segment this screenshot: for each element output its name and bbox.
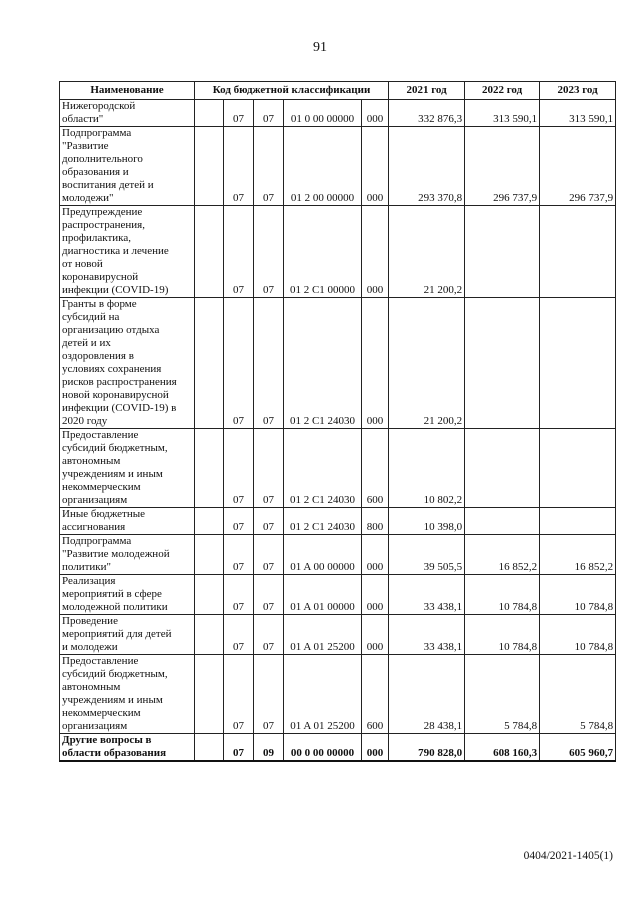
code-subsection: 07	[254, 508, 284, 535]
value-2021: 332 876,3	[389, 100, 465, 127]
row-name-line: организацию отдыха	[62, 324, 160, 336]
row-name-line: диагностика и лечение	[62, 245, 169, 257]
value-2023: 296 737,9	[540, 127, 616, 206]
header-2022: 2022 год	[465, 82, 540, 100]
code-subsection: 07	[254, 575, 284, 615]
code-target-article: 01 2 C1 00000	[284, 206, 362, 298]
row-name-line: Предупреждение	[62, 206, 143, 218]
row-name-line: Проведение	[62, 615, 118, 627]
code-subsection: 07	[254, 206, 284, 298]
code-blank	[195, 100, 224, 127]
row-name-line: воспитания детей и	[62, 179, 154, 191]
value-2022: 5 784,8	[465, 655, 540, 734]
code-target-article: 01 2 C1 24030	[284, 429, 362, 508]
row-name-line: Другие вопросы в	[62, 734, 152, 746]
row-name	[60, 298, 195, 429]
row-name-line: "Развитие	[62, 140, 109, 152]
table-row	[60, 508, 616, 535]
row-name-line: "Развитие молодежной	[62, 548, 170, 560]
page-number: 91	[313, 40, 327, 55]
header-2023: 2023 год	[540, 82, 616, 100]
row-name	[60, 429, 195, 508]
code-subsection: 07	[254, 100, 284, 127]
row-name-line: автономным	[62, 455, 121, 467]
code-target-article: 01 A 01 25200	[284, 655, 362, 734]
table-header-row	[60, 82, 616, 100]
value-2023: 10 784,8	[540, 575, 616, 615]
row-name-line: условиях сохранения	[62, 363, 162, 375]
row-name	[60, 127, 195, 206]
row-name-line: субсидий бюджетным,	[62, 668, 168, 680]
row-name-line: области"	[62, 113, 104, 125]
row-name-line: молодежной политики	[62, 601, 168, 613]
code-target-article: 01 A 01 25200	[284, 615, 362, 655]
row-name	[60, 734, 195, 762]
row-name-line: учреждениям и иным	[62, 468, 163, 480]
value-2023	[540, 429, 616, 508]
row-name-line: Гранты в форме	[62, 298, 137, 310]
value-2022	[465, 508, 540, 535]
table-row	[60, 615, 616, 655]
row-name-line: Подпрограмма	[62, 127, 132, 139]
value-2021: 33 438,1	[389, 615, 465, 655]
code-subsection: 07	[254, 535, 284, 575]
row-name-line: мероприятий для детей	[62, 628, 172, 640]
code-blank	[195, 508, 224, 535]
row-name-line: ассигнования	[62, 521, 126, 533]
code-target-article: 01 2 00 00000	[284, 127, 362, 206]
row-name-line: 2020 году	[62, 415, 108, 427]
value-2021: 21 200,2	[389, 298, 465, 429]
code-subsection: 09	[254, 734, 284, 762]
value-2021: 28 438,1	[389, 655, 465, 734]
row-name	[60, 655, 195, 734]
code-blank	[195, 429, 224, 508]
row-name-line: Подпрограмма	[62, 535, 132, 547]
row-name-line: мероприятий в сфере	[62, 588, 162, 600]
value-2023: 10 784,8	[540, 615, 616, 655]
table-row	[60, 298, 616, 429]
header-2021: 2021 год	[389, 82, 465, 100]
code-expense-type: 000	[362, 734, 389, 762]
document-code: 0404/2021-1405(1)	[523, 850, 613, 862]
code-blank	[195, 615, 224, 655]
table-row	[60, 734, 616, 762]
row-name-line: детей и их	[62, 337, 111, 349]
code-target-article: 00 0 00 00000	[284, 734, 362, 762]
row-name-line: от новой	[62, 258, 103, 270]
value-2023	[540, 206, 616, 298]
code-target-article: 01 2 C1 24030	[284, 298, 362, 429]
row-name-line: Реализация	[62, 575, 116, 587]
code-expense-type: 000	[362, 535, 389, 575]
row-name-line: коронавирусной	[62, 271, 139, 283]
row-name-line: новой коронавирусной	[62, 389, 169, 401]
table-row	[60, 100, 616, 127]
code-blank	[195, 734, 224, 762]
value-2021: 10 398,0	[389, 508, 465, 535]
table-row	[60, 535, 616, 575]
code-expense-type: 800	[362, 508, 389, 535]
row-name-line: профилактика,	[62, 232, 131, 244]
value-2022	[465, 298, 540, 429]
row-name-line: образования и	[62, 166, 129, 178]
row-name-line: Иные бюджетные	[62, 508, 146, 520]
value-2022	[465, 206, 540, 298]
table-row	[60, 206, 616, 298]
code-expense-type: 000	[362, 206, 389, 298]
code-subsection: 07	[254, 655, 284, 734]
row-name-line: Нижегородской	[62, 100, 136, 112]
row-name-line: молодежи"	[62, 192, 114, 204]
row-name-line: некоммерческим	[62, 707, 141, 719]
row-name-line: Предоставление	[62, 429, 139, 441]
code-ministry: 07	[224, 127, 254, 206]
code-expense-type: 000	[362, 575, 389, 615]
row-name-line: учреждениям и иным	[62, 694, 163, 706]
row-name	[60, 206, 195, 298]
table-row	[60, 429, 616, 508]
code-ministry: 07	[224, 206, 254, 298]
row-name-line: инфекции (COVID-19) в	[62, 402, 177, 414]
table-row	[60, 127, 616, 206]
row-name	[60, 508, 195, 535]
code-ministry: 07	[224, 298, 254, 429]
row-name	[60, 575, 195, 615]
value-2021: 293 370,8	[389, 127, 465, 206]
code-target-article: 01 2 C1 24030	[284, 508, 362, 535]
header-code: Код бюджетной классификации	[195, 82, 389, 100]
value-2022: 10 784,8	[465, 615, 540, 655]
row-name	[60, 100, 195, 127]
value-2023	[540, 298, 616, 429]
row-name-line: рисков распространения	[62, 376, 177, 388]
row-name-line: дополнительного	[62, 153, 143, 165]
code-subsection: 07	[254, 615, 284, 655]
code-target-article: 01 A 01 00000	[284, 575, 362, 615]
row-name-line: Предоставление	[62, 655, 139, 667]
header-name: Наименование	[60, 82, 195, 100]
code-ministry: 07	[224, 734, 254, 762]
code-blank	[195, 127, 224, 206]
value-2023: 16 852,2	[540, 535, 616, 575]
code-blank	[195, 298, 224, 429]
row-name-line: политики"	[62, 561, 112, 573]
value-2023: 605 960,7	[540, 734, 616, 762]
row-name-line: субсидий бюджетным,	[62, 442, 168, 454]
value-2023	[540, 508, 616, 535]
value-2021: 10 802,2	[389, 429, 465, 508]
value-2021: 39 505,5	[389, 535, 465, 575]
row-name-line: распространения,	[62, 219, 145, 231]
value-2022: 608 160,3	[465, 734, 540, 762]
code-expense-type: 000	[362, 127, 389, 206]
code-expense-type: 000	[362, 100, 389, 127]
code-expense-type: 600	[362, 429, 389, 508]
value-2022	[465, 429, 540, 508]
row-name-line: оздоровления в	[62, 350, 134, 362]
code-ministry: 07	[224, 100, 254, 127]
value-2022: 16 852,2	[465, 535, 540, 575]
code-ministry: 07	[224, 655, 254, 734]
code-ministry: 07	[224, 535, 254, 575]
code-ministry: 07	[224, 429, 254, 508]
code-expense-type: 600	[362, 655, 389, 734]
code-blank	[195, 206, 224, 298]
row-name-line: некоммерческим	[62, 481, 141, 493]
code-subsection: 07	[254, 298, 284, 429]
code-ministry: 07	[224, 508, 254, 535]
value-2021: 33 438,1	[389, 575, 465, 615]
code-target-article: 01 0 00 00000	[284, 100, 362, 127]
row-name-line: организациям	[62, 720, 128, 732]
row-name	[60, 615, 195, 655]
code-ministry: 07	[224, 615, 254, 655]
value-2022: 313 590,1	[465, 100, 540, 127]
value-2023: 313 590,1	[540, 100, 616, 127]
code-subsection: 07	[254, 429, 284, 508]
code-expense-type: 000	[362, 298, 389, 429]
code-blank	[195, 655, 224, 734]
table-row	[60, 655, 616, 734]
table-row	[60, 575, 616, 615]
value-2021: 21 200,2	[389, 206, 465, 298]
value-2021: 790 828,0	[389, 734, 465, 762]
code-blank	[195, 575, 224, 615]
row-name-line: субсидий на	[62, 311, 120, 323]
code-target-article: 01 A 00 00000	[284, 535, 362, 575]
code-ministry: 07	[224, 575, 254, 615]
value-2023: 5 784,8	[540, 655, 616, 734]
budget-table	[59, 81, 616, 762]
code-subsection: 07	[254, 127, 284, 206]
row-name-line: и молодежи	[62, 641, 118, 653]
row-name-line: автономным	[62, 681, 121, 693]
row-name-line: инфекции (COVID-19)	[62, 284, 169, 296]
code-expense-type: 000	[362, 615, 389, 655]
value-2022: 10 784,8	[465, 575, 540, 615]
row-name	[60, 535, 195, 575]
value-2022: 296 737,9	[465, 127, 540, 206]
code-blank	[195, 535, 224, 575]
row-name-line: области образования	[62, 747, 167, 759]
row-name-line: организациям	[62, 494, 128, 506]
